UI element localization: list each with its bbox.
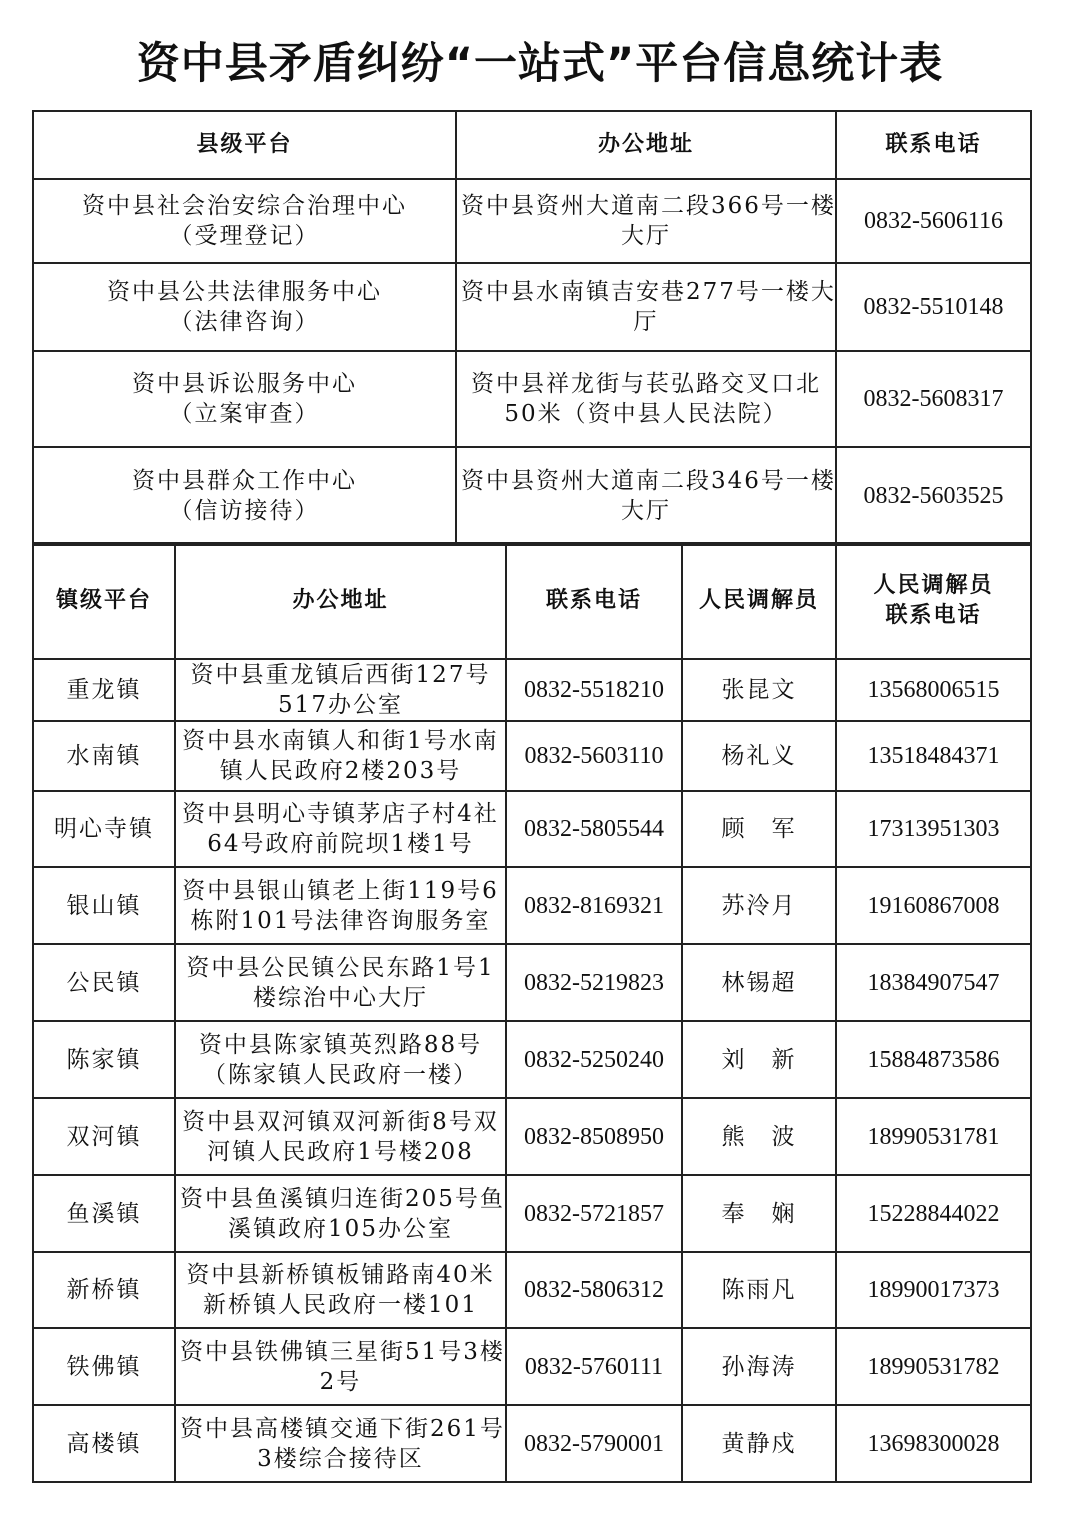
platform-sub: （信访接待）	[169, 498, 320, 524]
town-platform-table	[32, 542, 1032, 1483]
address-line: 50米（资中县人民法院）	[504, 401, 788, 427]
town-name-cell: 水南镇	[33, 721, 175, 791]
county-platform-cell	[33, 263, 456, 351]
platform-name: 资中县群众工作中心	[132, 468, 357, 494]
county-address-header: 办公地址	[456, 111, 836, 179]
address-line: 资中县铁佛镇三星街51号3楼	[180, 1338, 505, 1365]
platform-sub: （受理登记）	[169, 223, 320, 249]
town-address-cell	[175, 791, 506, 867]
mediator-phone-header-line1: 人民调解员	[873, 573, 994, 598]
address-line: 大厅	[621, 498, 671, 524]
town-phone-header: 联系电话	[506, 543, 682, 659]
county-platform-cell	[33, 447, 456, 545]
town-phone-cell: 0832-5721857	[506, 1175, 682, 1252]
platform-name: 资中县社会治安综合治理中心	[82, 193, 407, 219]
town-address-cell	[175, 1175, 506, 1252]
mediator-name-cell: 陈雨凡	[682, 1252, 836, 1328]
town-name-cell: 新桥镇	[33, 1252, 175, 1328]
mediator-header: 人民调解员	[682, 543, 836, 659]
table-row	[33, 659, 1031, 721]
town-address-cell	[175, 1252, 506, 1328]
mediator-name-cell: 顾 军	[682, 791, 836, 867]
address-line: 楼综治中心大厅	[253, 984, 428, 1011]
address-line: 资中县重龙镇后西街127号	[190, 662, 491, 688]
table-row	[33, 944, 1031, 1021]
platform-sub: （法律咨询）	[169, 309, 320, 335]
county-address-cell	[456, 263, 836, 351]
mediator-name-cell: 杨礼义	[682, 721, 836, 791]
table-row	[33, 721, 1031, 791]
mediator-phone-cell: 13518484371	[836, 721, 1031, 791]
town-name-cell: 明心寺镇	[33, 791, 175, 867]
table-row	[33, 791, 1031, 867]
address-line: 517办公室	[278, 692, 403, 718]
county-platform-cell	[33, 179, 456, 263]
mediator-phone-cell: 13698300028	[836, 1405, 1031, 1482]
address-line: 资中县高楼镇交通下街261号	[180, 1415, 505, 1442]
table-row	[33, 179, 1031, 263]
mediator-phone-cell: 13568006515	[836, 659, 1031, 721]
county-phone-cell: 0832-5510148	[836, 263, 1031, 351]
address-line: 河镇人民政府1号楼208	[207, 1138, 474, 1165]
county-platform-cell	[33, 351, 456, 447]
address-line: 资中县明心寺镇茅店子村4社	[182, 801, 499, 827]
county-address-cell	[456, 179, 836, 263]
mediator-phone-cell: 19160867008	[836, 867, 1031, 944]
town-address-cell	[175, 1098, 506, 1175]
mediator-name-cell: 林锡超	[682, 944, 836, 1021]
mediator-name-cell: 苏泠月	[682, 867, 836, 944]
mediator-name-cell: 熊 波	[682, 1098, 836, 1175]
address-line: （陈家镇人民政府一楼）	[203, 1061, 478, 1088]
table-row	[33, 1175, 1031, 1252]
address-line: 资中县陈家镇英烈路88号	[198, 1031, 483, 1058]
town-phone-cell: 0832-5219823	[506, 944, 682, 1021]
address-line: 资中县银山镇老上街119号6	[182, 877, 499, 904]
town-phone-cell: 0832-5805544	[506, 791, 682, 867]
county-platform-header: 县级平台	[33, 111, 456, 179]
town-header-row	[33, 543, 1031, 659]
address-line: 资中县资州大道南二段346号一楼	[461, 468, 836, 494]
mediator-phone-cell: 15228844022	[836, 1175, 1031, 1252]
town-name-cell: 重龙镇	[33, 659, 175, 721]
platform-name: 资中县诉讼服务中心	[132, 371, 357, 397]
mediator-phone-cell: 18990017373	[836, 1252, 1031, 1328]
county-phone-header: 联系电话	[836, 111, 1031, 179]
table-row	[33, 1252, 1031, 1328]
mediator-phone-cell: 18990531781	[836, 1098, 1031, 1175]
mediator-phone-header-line2: 联系电话	[885, 603, 982, 628]
table-row	[33, 867, 1031, 944]
town-name-cell: 银山镇	[33, 867, 175, 944]
address-line: 2号	[319, 1368, 362, 1395]
town-phone-cell: 0832-5603110	[506, 721, 682, 791]
county-address-cell	[456, 447, 836, 545]
county-phone-cell: 0832-5608317	[836, 351, 1031, 447]
table-row	[33, 1405, 1031, 1482]
table-row	[33, 1098, 1031, 1175]
platform-sub: （立案审查）	[169, 401, 320, 427]
page-title: 资中县矛盾纠纷“一站式”平台信息统计表	[136, 39, 944, 89]
address-line: 资中县新桥镇板铺路南40米	[186, 1262, 495, 1288]
town-name-cell: 陈家镇	[33, 1021, 175, 1098]
town-address-cell	[175, 1021, 506, 1098]
address-line: 大厅	[621, 223, 671, 249]
town-name-cell: 鱼溪镇	[33, 1175, 175, 1252]
town-name-cell: 铁佛镇	[33, 1328, 175, 1405]
town-address-cell	[175, 944, 506, 1021]
address-line: 资中县水南镇人和街1号水南	[182, 728, 499, 754]
mediator-phone-cell: 17313951303	[836, 791, 1031, 867]
county-header-row	[33, 111, 1031, 179]
address-line: 资中县公民镇公民东路1号1	[186, 954, 495, 981]
town-address-header: 办公地址	[175, 543, 506, 659]
address-line: 溪镇政府105办公室	[228, 1215, 453, 1242]
table-row	[33, 351, 1031, 447]
address-line: 栋附101号法律咨询服务室	[190, 907, 491, 934]
table-row	[33, 263, 1031, 351]
county-phone-cell: 0832-5606116	[836, 179, 1031, 263]
platform-name: 资中县公共法律服务中心	[107, 279, 382, 305]
table-row	[33, 1328, 1031, 1405]
town-phone-cell: 0832-5250240	[506, 1021, 682, 1098]
mediator-name-cell: 张昆文	[682, 659, 836, 721]
mediator-phone-cell: 18990531782	[836, 1328, 1031, 1405]
town-phone-cell: 0832-5760111	[506, 1328, 682, 1405]
address-line: 64号政府前院坝1楼1号	[207, 831, 474, 857]
address-line: 新桥镇人民政府一楼101	[203, 1292, 478, 1318]
town-phone-cell: 0832-5806312	[506, 1252, 682, 1328]
town-name-cell: 双河镇	[33, 1098, 175, 1175]
town-name-cell: 公民镇	[33, 944, 175, 1021]
town-address-cell	[175, 659, 506, 721]
county-platform-table	[32, 110, 1032, 546]
address-line: 资中县水南镇吉安巷277号一楼大	[461, 279, 836, 305]
county-address-cell	[456, 351, 836, 447]
address-line: 资中县资州大道南二段366号一楼	[461, 193, 836, 219]
town-address-cell	[175, 721, 506, 791]
address-line: 镇人民政府2楼203号	[219, 758, 462, 784]
address-line: 厅	[633, 309, 659, 335]
town-name-cell: 高楼镇	[33, 1405, 175, 1482]
town-address-cell	[175, 867, 506, 944]
address-line: 资中县双河镇双河新街8号双	[182, 1108, 499, 1135]
mediator-name-cell: 刘 新	[682, 1021, 836, 1098]
mediator-name-cell: 黄静戍	[682, 1405, 836, 1482]
address-line: 资中县祥龙街与苌弘路交叉口北	[471, 371, 821, 397]
town-phone-cell: 0832-5790001	[506, 1405, 682, 1482]
mediator-phone-cell: 18384907547	[836, 944, 1031, 1021]
mediator-name-cell: 奉 娴	[682, 1175, 836, 1252]
town-platform-header: 镇级平台	[33, 543, 175, 659]
town-phone-cell: 0832-8169321	[506, 867, 682, 944]
town-phone-cell: 0832-8508950	[506, 1098, 682, 1175]
mediator-name-cell: 孙海涛	[682, 1328, 836, 1405]
table-row	[33, 1021, 1031, 1098]
address-line: 3楼综合接待区	[257, 1445, 424, 1472]
mediator-phone-cell: 15884873586	[836, 1021, 1031, 1098]
town-phone-cell: 0832-5518210	[506, 659, 682, 721]
town-address-cell	[175, 1405, 506, 1482]
county-phone-cell: 0832-5603525	[836, 447, 1031, 545]
table-row	[33, 447, 1031, 545]
address-line: 资中县鱼溪镇归连街205号鱼	[180, 1185, 505, 1212]
town-address-cell	[175, 1328, 506, 1405]
mediator-phone-header	[836, 543, 1031, 659]
